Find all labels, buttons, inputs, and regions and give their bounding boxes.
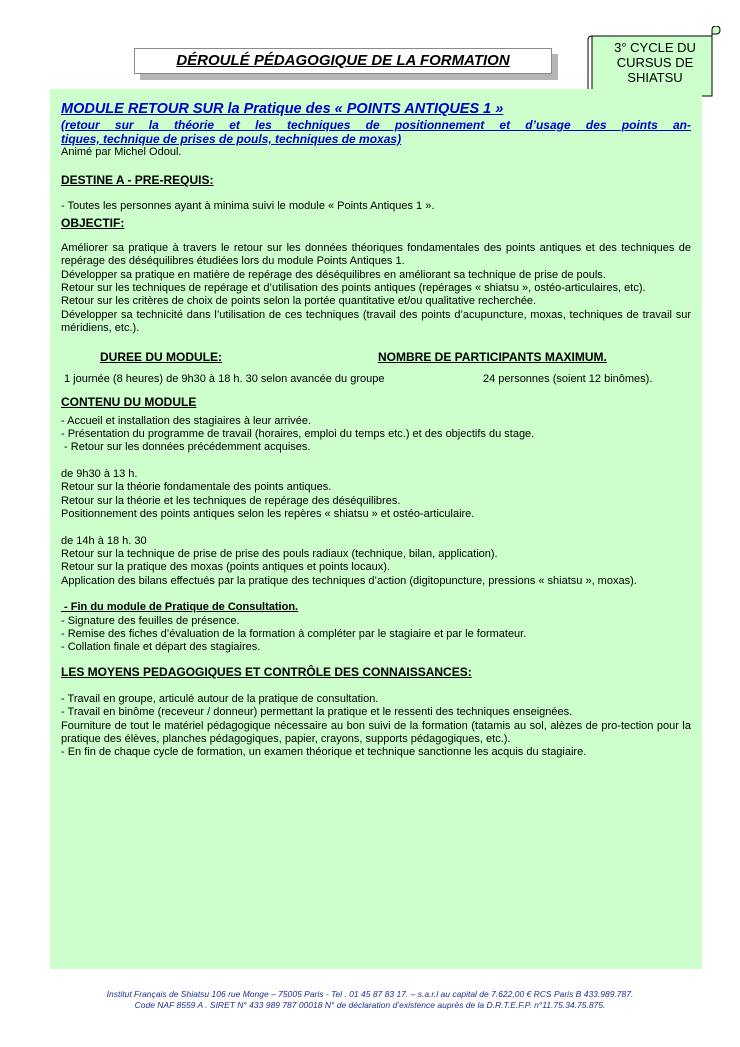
moyens-heading: LES MOYENS PEDAGOGIQUES ET CONTRÔLE DES CONNAISSANCES: [61,664,472,679]
cycle-badge [600,40,710,85]
afternoon-item: Application des bilans effectués par la pratique des techniques d’action (digitopuncture, pressions « shiatsu », moxas). [61,574,637,587]
fin-item: - Remise des fiches d’évaluation de la formation à compléter par le stagiaire et par le formateur. [61,627,527,640]
morning-item: Positionnement des points antiques selon les repères « shiatsu » et ostéo-articulaire. [61,508,475,521]
contenu-intro-item: - Présentation du programme de travail (horaires, emploi du temps etc.) et des objectifs du stage. [61,428,535,441]
page-title: DÉROULÉ PÉDAGOGIQUE DE LA FORMATION [134,48,552,74]
moyens-paragraph: Fourniture de tout le matériel pédagogique nécessaire au bon suivi de la formation (tatamis au sol, alèzes de pro-tection pour la pratique des élèves, planches pédagogiques, papier, crayons, supports pédagogiques, etc.). [61,719,691,745]
morning-item: Retour sur la théorie fondamentale des points antiques. [61,481,332,494]
duree-value: 1 journée (8 heures) de 9h30 à 18 h. 30 selon avancée du groupe [64,372,385,385]
morning-item: Retour sur la théorie et les techniques de repérage des déséquilibres. [61,494,401,507]
document-body [61,101,691,760]
participants-value: 24 personnes (soient 12 binômes). [483,372,653,385]
objectif-paragraph: Développer sa pratique en matière de repérage des déséquilibres en améliorant sa technique de prise de pouls. [61,268,606,281]
objectif-heading: OBJECTIF: [61,215,125,230]
footer [0,989,740,1011]
prerequis-heading: DESTINE A - PRE-REQUIS: [61,173,214,188]
morning-time: de 9h30 à 13 h. [61,467,138,480]
module-subtitle: (retour sur la théorie et les techniques de positionnement et d’usage des points an- [61,118,691,132]
footer-line: Institut Français de Shiatsu 106 rue Monge – 75005 Paris - Tel . 01 45 87 83 17. – s.a.r.l au capital de 7.622,00 € RCS Paris B 433.989.787. [106,989,634,999]
afternoon-item: Retour sur la pratique des moxas (points antiques et points locaux). [61,561,390,574]
animator-text: Animé par Michel Odoul. [61,146,182,158]
fin-item: - Collation finale et départ des stagiaires. [61,641,261,654]
contenu-intro-item: - Accueil et installation des stagiaires à leur arrivée. [61,414,312,427]
footer-line: Code NAF 8559 A . SIRET N° 433 989 787 00018 N° de déclaration d’existence auprès de la D.R.T.E.F.P. n°11.75.34.75.875. [134,1000,606,1010]
badge-line: CURSUS DE [616,55,694,70]
afternoon-time: de 14h à 18 h. 30 [61,534,147,547]
objectif-paragraph: Améliorer sa pratique à travers le retour sur les données théoriques fondamentales des points antiques et des techniques de repérage des déséquilibres étudiées lors du module Points Antiques 1. [61,241,691,268]
duree-values-row [61,373,691,389]
prerequis-text: - Toutes les personnes ayant à minima suivi le module « Points Antiques 1 ». [61,200,435,213]
module-title: MODULE RETOUR SUR la Pratique des « POINTS ANTIQUES 1 » [61,101,504,117]
objectif-paragraph: Développer sa technicité dans l’utilisation de ces techniques (travail des points d’acupuncture, moxas, techniques de travail sur méridiens, etc.). [61,308,691,335]
contenu-intro-item: - Retour sur les données précédemment acquises. [61,441,311,454]
fin-heading: - Fin du module de Pratique de Consultation. [61,601,299,614]
duree-heading: DUREE DU MODULE: [100,349,222,364]
objectif-paragraph: Retour sur les techniques de repérage et d’utilisation des points antiques (repérages « shiatsu », ostéo-articulaires, etc). [61,282,646,295]
module-subtitle-end: tiques, technique de prises de pouls, techniques de moxas) [61,132,402,146]
contenu-heading: CONTENU DU MODULE [61,394,197,409]
moyens-item: - Travail en binôme (receveur / donneur) permettant la pratique et le ressenti des techniques enseignées. [61,706,573,719]
objectif-paragraph: Retour sur les critères de choix de points selon la portée quantitative et/ou qualitative recherchée. [61,295,537,308]
participants-heading: NOMBRE DE PARTICIPANTS MAXIMUM. [378,349,607,364]
duree-headings-row [61,350,691,366]
badge-line: SHIATSU [627,70,683,85]
badge-line: 3° CYCLE DU [614,40,696,55]
fin-item: - Signature des feuilles de présence. [61,614,240,627]
afternoon-item: Retour sur la technique de prise de prise des pouls radiaux (technique, bilan, application). [61,547,498,560]
moyens-item: - Travail en groupe, articulé autour de la pratique de consultation. [61,692,379,705]
moyens-item: - En fin de chaque cycle de formation, un examen théorique et technique sanctionne les acquis du stagiaire. [61,746,587,759]
